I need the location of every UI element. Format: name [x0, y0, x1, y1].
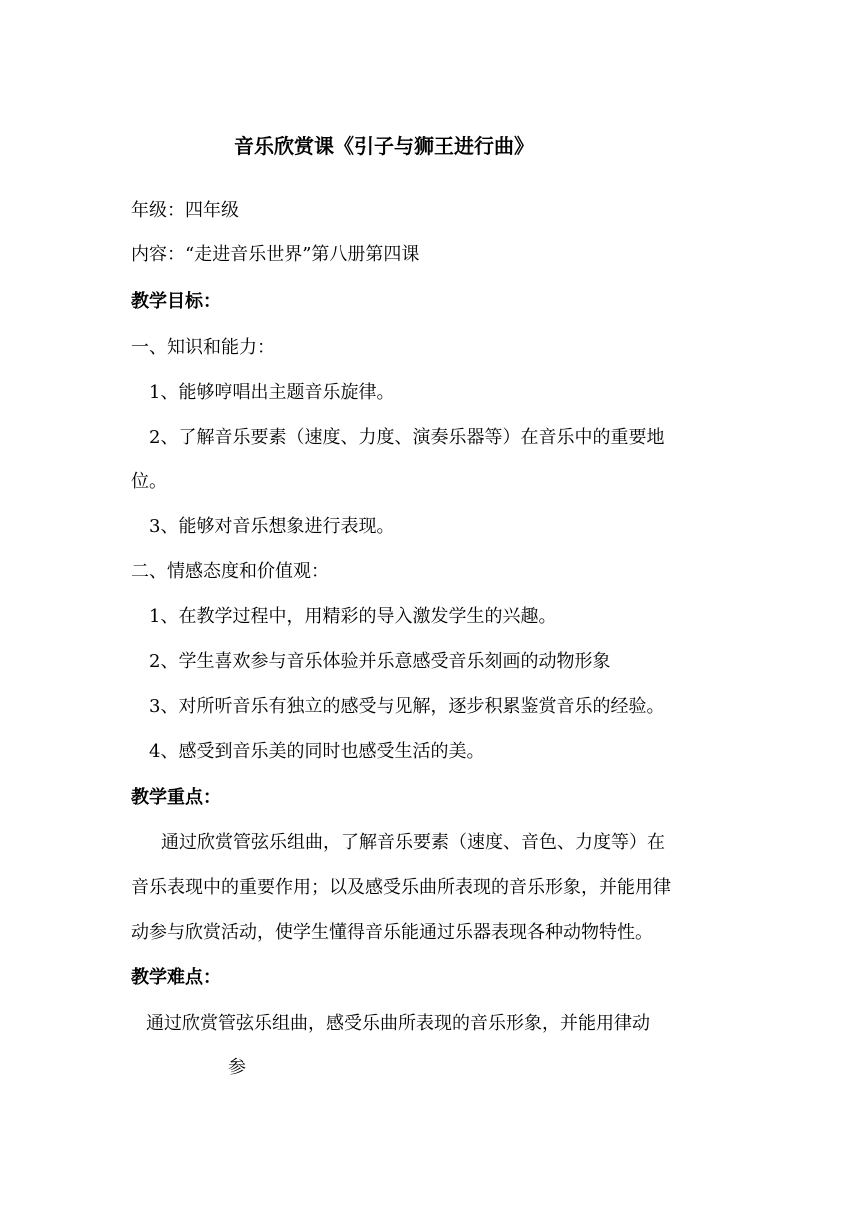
objectives-heading: 教学目标：: [131, 291, 221, 312]
section1-heading: 一、知识和能力：: [131, 337, 275, 358]
section1-item: 3、能够对音乐想象进行表现。: [149, 516, 395, 537]
difficulties-line: 通过欣赏管弦乐组曲，感受乐曲所表现的音乐形象，并能用律动: [146, 1013, 650, 1034]
section2-item: 4、感受到音乐美的同时也感受生活的美。: [149, 741, 485, 762]
section1-item: 1、能够哼唱出主题音乐旋律。: [149, 382, 395, 403]
difficulties-line: 参: [228, 1057, 246, 1078]
key-points-line: 音乐表现中的重要作用；以及感受乐曲所表现的音乐形象，并能用律: [131, 877, 671, 898]
key-points-line: 动参与欣赏活动，使学生懂得音乐能通过乐器表现各种动物特性。: [131, 922, 653, 943]
key-points-heading: 教学重点：: [131, 787, 221, 808]
content-line: 内容：“走进音乐世界”第八册第四课: [131, 244, 420, 265]
section2-item: 2、学生喜欢参与音乐体验并乐意感受音乐刻画的动物形象: [149, 651, 611, 672]
grade-line: 年级：四年级: [131, 200, 239, 221]
difficulties-heading: 教学难点：: [131, 967, 221, 988]
key-points-line: 通过欣赏管弦乐组曲，了解音乐要素（速度、音色、力度等）在: [161, 832, 665, 853]
section2-item: 1、在教学过程中，用精彩的导入激发学生的兴趣。: [149, 606, 557, 627]
section1-item-continuation: 位。: [131, 471, 167, 492]
section2-item: 3、对所听音乐有独立的感受与见解，逐步积累鉴赏音乐的经验。: [149, 696, 665, 717]
section1-item: 2、了解音乐要素（速度、力度、演奏乐器等）在音乐中的重要地: [149, 427, 665, 448]
document-title: 音乐欣赏课《引子与狮王进行曲》: [234, 134, 534, 158]
section2-heading: 二、情感态度和价值观：: [131, 561, 329, 582]
